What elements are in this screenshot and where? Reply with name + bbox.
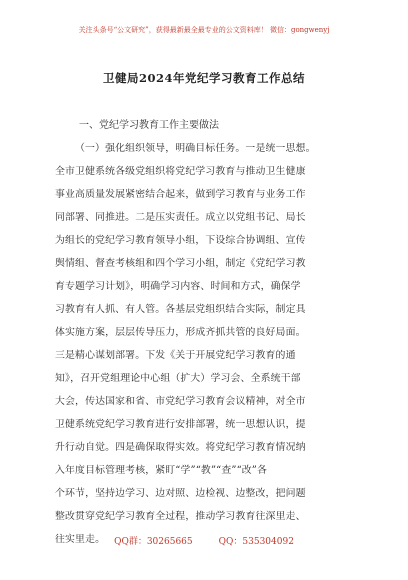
section-heading: 一、党纪学习教育工作主要做法: [79, 120, 219, 131]
top-banner: 关注头条号“公文研究”，获得最新最全最专业的公文资料库！ 微信：gongwenyj: [78, 26, 330, 34]
paragraph-line: 三是精心谋划部署。下发《关于开展党纪学习教育的通: [55, 350, 296, 361]
paragraph-line: 入年度目标管理考核，紧盯“学”“教”“查”“改”各: [55, 465, 268, 476]
footer-qq: QQ：535304092: [218, 537, 294, 547]
paragraph-line: 整改贯穿党纪学习教育全过程，推动学习教育往深里走、: [55, 511, 306, 522]
paragraph-line: 个环节，坚持边学习、边对照、边检视、边整改，把问题: [55, 488, 306, 499]
footer-qq-group: QQ群：30265665: [114, 537, 193, 547]
paragraph-line: 卫健系统党纪学习教育进行安排部署，统一思想认识，提: [55, 419, 306, 430]
paragraph-line: 大会，传达国家和省、市党纪学习教育会议精神，对全市: [55, 396, 306, 407]
paragraph-line: 习教育有人抓、有人管。各基层党组织结合实际，制定具: [55, 304, 306, 315]
paragraph-line: 升行动自觉。四是确保取得实效。将党纪学习教育情况纳: [55, 442, 306, 453]
paragraph-line: 舆情组、督查考核组和四个学习小组，制定《党纪学习教: [55, 258, 306, 269]
paragraph-line: 育专题学习计划》，明确学习内容、时间和方式，确保学: [55, 281, 301, 292]
footer-contact: [0, 534, 408, 547]
paragraph-line: 事业高质量发展紧密结合起来，做到学习教育与业务工作: [55, 189, 306, 200]
document-title: 卫健局2024年党纪学习教育工作总结: [102, 71, 305, 85]
paragraph-line: 往实里走。: [55, 534, 106, 545]
paragraph-line: 全市卫健系统各级党组织将党纪学习教育与推动卫生健康: [55, 166, 306, 177]
document-body: [55, 116, 355, 551]
paragraph-line: （一）强化组织领导，明确目标任务。一是统一思想。: [75, 143, 316, 154]
paragraph-line: 知》，召开党组理论中心组（扩大）学习会、全系统干部: [55, 373, 301, 384]
paragraph-line: 体实施方案，层层传导压力，形成齐抓共管的良好局面。: [55, 327, 306, 338]
paragraph-line: 同部署、同推进。二是压实责任。成立以党组书记、局长: [55, 212, 306, 223]
paragraph-line: 为组长的党纪学习教育领导小组，下设综合协调组、宣传: [55, 235, 306, 246]
